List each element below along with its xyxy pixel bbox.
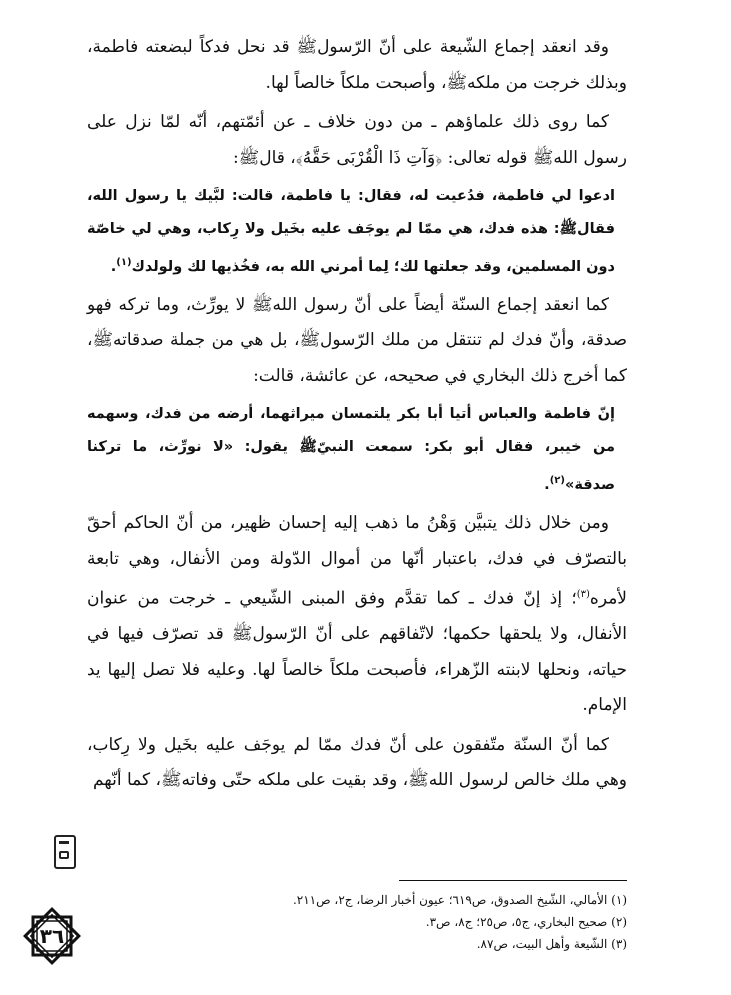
paragraph-1: وقد انعقد إجماع الشّيعة على أنّ الرّسولﷺ قد نحل فدكاً لبضعته فاطمة، وبذلك خرجت من ملكهﷺ، وأصبحت ملكاً خالصاً لها. <box>87 37 627 93</box>
footnote-2: (٢) صحيح البخاري، ج٥، ص٢٥؛ ج٨، ص٣. <box>425 915 627 929</box>
paragraph-4-text: ومن خلال ذلك يتبيَّن وَهْنُ ما ذهب إليه إحسان ظهير، من أنّ الحاكم أحقّ بالتصرّف في فدك، باعتبار أنّها من أموال الدّولة ومن الأنفال، وهي تابعة لأمره <box>87 513 627 609</box>
footnote-ref-3: (٣) <box>576 589 590 601</box>
footnote-ref-1: (١) <box>116 257 132 268</box>
page-number: ٣٦ <box>39 924 65 948</box>
footnotes <box>187 880 627 955</box>
paragraph-4-continued: ؛ إذ إنّ فدك ـ كما تقدَّم وفق المبنى الشّيعي ـ خرجت من عنوان الأنفال، ولا يلحقها حكمها؛ لاتّفاقهم على أنّ الرّسولﷺ قد تصرّف فيها في حياته، ونحلها لابنته الزّهراء، فأصبحت ملكاً خالصاً لها. وعليه فلا تصل إليها يد الإمام. <box>87 588 627 716</box>
footnote-3: (٣) الشّيعة وأهل البيت، ص٨٧. <box>476 937 627 951</box>
main-text <box>87 30 627 803</box>
quote-2-text: إنّ فاطمة والعباس أتيا أبا بكر يلتمسان ميراثهما، أرضه من فدك، وسهمه من خيبر، فقال أبو بكر: سمعت النبيّﷺ يقول: «لا نورِّث، ما تركنا صدقة» <box>87 406 615 494</box>
quote-1: ادعوا لي فاطمة، فدُعيت له، فقال: يا فاطمة، قالت: لبَّيك يا رسول الله، فقالﷺ: هذه فدك، هي ممّا لم يوجَف عليه بخَيل ولا رِكاب، وهي لي خاصّة دون المسلمين، وقد جعلتها لك؛ لِما أمرني الله به، فخُذيها لك ولولدك$^{(١)}$. <box>87 188 615 275</box>
paragraph-4 <box>87 506 627 724</box>
footnote-1: (١) الأمالي، الشّيخ الصدوق، ص٦١٩؛ عيون أخبار الرضا، ج٢، ص٢١١. <box>292 893 627 907</box>
quote-2: إنّ فاطمة والعباس أتيا أبا بكر يلتمسان ميراثهما، أرضه من فدك، وسهمه من خيبر، فقال أبو بكر: سمعت النبيّﷺ يقول: «لا نورِّث، ما تركنا صدقة»$^{(٢)}$. <box>87 406 615 494</box>
quote-1-text: ادعوا لي فاطمة، فدُعيت له، فقال: يا فاطمة، قالت: لبَّيك يا رسول الله، فقالﷺ: هذه فدك، هي ممّا لم يوجَف عليه بخَيل ولا رِكاب، وهي لي خاصّة دون المسلمين، وقد جعلتها لك؛ لِما أمرني الله به، فخُذيها لك ولولدك <box>87 188 615 275</box>
journal-logo-icon <box>54 835 76 869</box>
footnote-ref-2: (٢) <box>549 475 565 487</box>
paragraph-2: كما روى ذلك علماؤهم ـ من دون خلاف ـ عن أئمّتهم، أنّه لمّا نزل على رسول اللهﷺ قوله تعالى: ﴿وَآتِ ذَا الْقُرْبَى حَقَّهُ﴾، قالﷺ: <box>87 112 627 168</box>
paragraph-3: كما انعقد إجماع السنّة أيضاً على أنّ رسول اللهﷺ لا يورِّث، وما تركه فهو صدقة، وأنّ فدك لم تنتقل من ملك الرّسولﷺ، بل هي من جملة صدقاتهﷺ، كما أخرج ذلك البخاري في صحيحه، عن عائشة، قالت: <box>87 294 627 386</box>
paragraph-5: كما أنّ السنّة متّفقون على أنّ فدك ممّا لم يوجَف عليه بخَيل ولا رِكاب، وهي ملك خالص لرسول اللهﷺ، وقد بقيت على ملكه حتّى وفاتهﷺ، كما أنّهم <box>87 734 627 791</box>
footnote-divider <box>399 880 627 881</box>
